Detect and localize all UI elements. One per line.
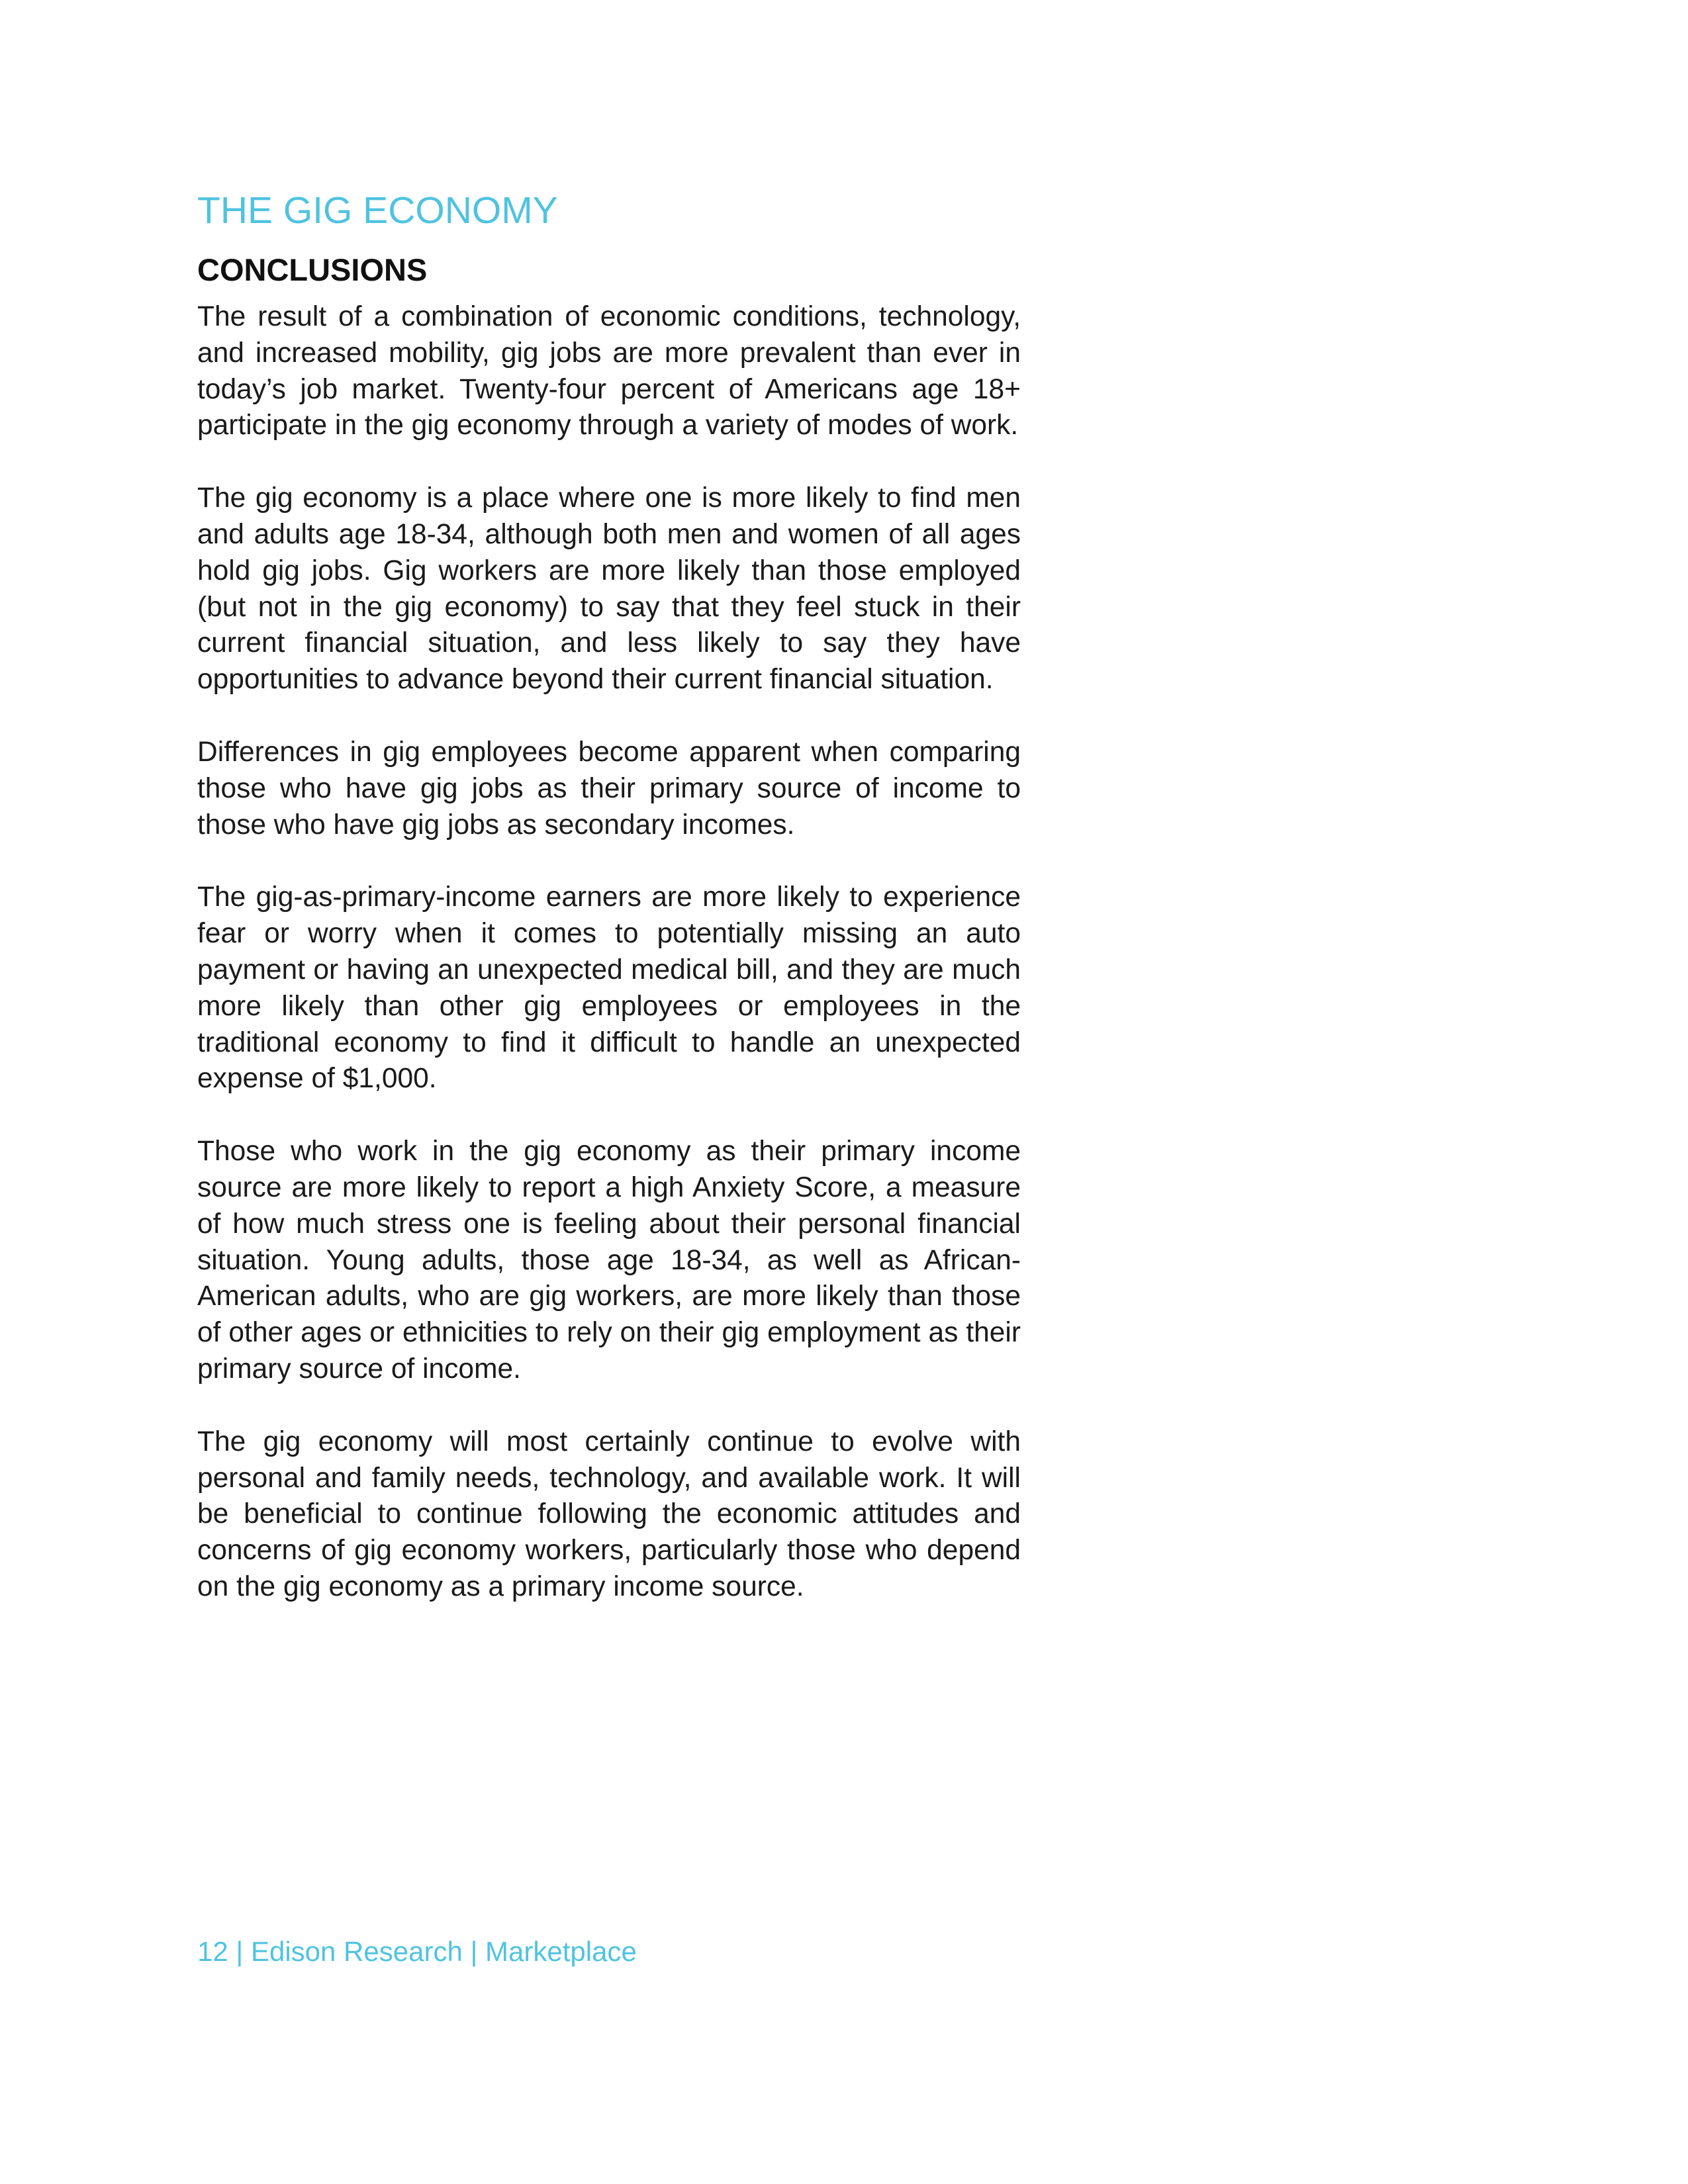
paragraph-6: The gig economy will most certainly continue to evolve with personal and family needs, technology, and available work. It will be beneficial to continue following the economic attitudes and concerns of gig economy workers, particularly those who depend on the gig economy as a primary income source. — [197, 1426, 1021, 1602]
paragraph-1: The result of a combination of economic conditions, technology, and increased mobility, gig jobs are more prevalent than ever in today’s job market. Twenty-four percent of Americans age 18+ participate in the gig economy through a variety of modes of work. — [197, 301, 1021, 441]
section-heading: CONCLUSIONS — [197, 252, 428, 287]
page-title: THE GIG ECONOMY — [197, 189, 558, 232]
paragraph-4: The gig-as-primary-income earners are more likely to experience fear or worry when it comes to potentially missing an auto payment or having an unexpected medical bill, and they are much more likely than other gig employees or employees in the traditional economy to find it difficult to handle an unexpected expense of $1,000. — [197, 882, 1021, 1095]
paragraph-5: Those who work in the gig economy as their primary income source are more likely to report a high Anxiety Score, a measure of how much stress one is feeling about their personal financial situation. Young adults, those age 18-34, as well as African-American adults, who are gig workers, are more likely than those of other ages or ethnicities to rely on their gig employment as their primary source of income. — [197, 1136, 1021, 1385]
body-text — [197, 299, 1021, 1642]
paragraph-3: Differences in gig employees become apparent when comparing those who have gig jobs as their primary source of income to those who have gig jobs as secondary incomes. — [197, 736, 1021, 841]
page-footer: 12 | Edison Research | Marketplace — [197, 1936, 637, 1967]
paragraph-2: The gig economy is a place where one is more likely to find men and adults age 18-34, although both men and women of all ages hold gig jobs. Gig workers are more likely than those employed (but not in the gig economy) to say that they feel stuck in their current financial situation, and less likely to say they have opportunities to advance beyond their current financial situation. — [197, 482, 1021, 696]
